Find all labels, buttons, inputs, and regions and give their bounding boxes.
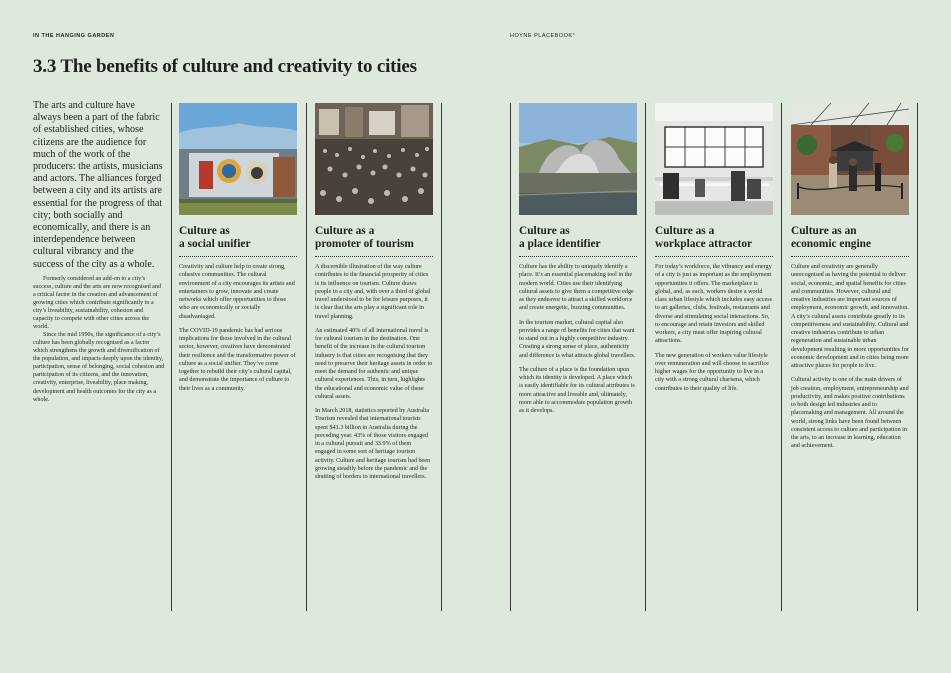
column-social-unifier	[179, 103, 297, 399]
dotted-rule	[791, 256, 909, 257]
column-paragraph: A discernible illustration of the way culture contributes to the financial prosperity of cities is its influence on tourism. Culture draws people to a city and, with over a third of global travel understood to be for leisure purposes, it is clear that the arts play a significant role in travel planning.	[315, 264, 431, 320]
column-heading: Culture as a place identifier	[519, 225, 601, 250]
intro-paragraph-2: Since the mid 1990s, the significance of a city’s culture has been globally recognised as a factor which strengthens the growth and diversification of the population, and impacts deeply upon the identity, participation, sense of belonging, social cohesion and participation of its citizens, and the innovation, creativity, enterprise, liveability, place making, development and health outcomes for the city as a whole.	[33, 332, 165, 403]
photo-museum-building	[519, 103, 637, 215]
column-paragraph: For today’s workforce, the vibrancy and energy of a city is just as important as the employment opportunities it offers. The marketplace is global, and, as such, workers desire a world class urban lifestyle which includes easy access to art galleries, clubs, festivals, restaurants and diverse and stimulating social interactions. So, to encourage and retain investors and skilled workers, a city must offer inspiring cultural attractions.	[655, 264, 772, 345]
photo-office-interior	[655, 103, 773, 215]
dotted-rule	[315, 256, 433, 257]
column-paragraph: An estimated 40% of all international travel is for cultural tourism in the destination. One benefit of the increase in the cultural tourism industry is that cities are recognising that they need to preserve their heritage assets in order to meet the demand for authentic and unique cultural experiences. This, in turn, highlights the educational and economic value of these cultural assets.	[315, 327, 433, 400]
column-tourism	[315, 103, 433, 487]
column-divider	[781, 103, 782, 611]
column-paragraph: In the tourism market, cultural capital also provides a range of benefits for cities that want to stand out in a highly competitive industry. Creating a strong sense of place, authenticity and difference is what attracts global travellers.	[519, 319, 636, 359]
photo-festival-crowd	[315, 103, 433, 215]
column-heading: Culture as a social unifier	[179, 225, 251, 250]
column-paragraph: Culture has the ability to uniquely identify a place. It’s an essential placemaking tool in the modern world. Cities use their identifying cultural assets to give them a competitive edge as they endeavor to attract a skilled workforce and create energetic, buzzing communities.	[519, 264, 634, 312]
page-title: 3.3 The benefits of culture and creativity to cities	[33, 56, 417, 77]
dotted-rule	[519, 256, 637, 257]
column-paragraph: Creativity and culture help to create strong, cohesive communities. The cultural environment of a city encourages its artists and entertainers to grow, innovate and create networks which offer opportunities to those who are economically or socially disadvantaged.	[179, 264, 295, 320]
column-place-identifier	[519, 103, 637, 421]
column-heading: Culture as a promoter of tourism	[315, 225, 414, 250]
running-header-right: HOYNE PLACEBOOK°	[510, 33, 576, 39]
column-paragraph: Cultural activity is one of the main drivers of job creation, employment, entrepreneurship and productivity, and makes positive contributions to both design led industries and to placemaking and management. All around the world, strong links have been found between consistent access to culture and participation in the arts, to an increase in learning, education and achievement.	[791, 377, 909, 450]
photo-courtyard-market	[791, 103, 909, 215]
column-paragraph: Culture and creativity are generally unrecognised as having the potential to deliver social, economic, and spatial benefits for cities and communities. However, cultural and creative industries are important sources of employment, economic growth, and innovation. A city’s cultural assets contribute greatly to its competitiveness and sustainability. Cultural and creative industries contribute to urban regeneration and sustainable urban development resulting in more opportunities for economic development and in cities being more attractive places for people to live.	[791, 264, 909, 369]
column-heading: Culture as an economic engine	[791, 225, 872, 250]
intro-body	[33, 275, 165, 404]
column-paragraph: The COVID-19 pandemic has had serious implications for those involved in the cultural sector, however, creatives have demonstrated their resilience and the transformative power of culture as a social unifier. They’ve come together to rebuild their city’s cultural capital, and demonstrate the importance of culture to their lives as a community.	[179, 327, 296, 392]
column-divider	[917, 103, 918, 611]
intro-paragraph-1: Formerly considered an add-on to a city’s success, culture and the arts are now recognised and a critical factor in the creation and advancement of growing cities which contribute significantly to a city’s liveability, sustainability, cohesion and capacity to compete with other cities across the world.	[33, 275, 162, 331]
column-heading: Culture as a workplace attractor	[655, 225, 753, 250]
column-divider	[171, 103, 172, 611]
running-header-left: IN THE HANGING GARDEN	[33, 33, 115, 39]
column-divider	[441, 103, 442, 611]
intro-section	[33, 100, 165, 404]
column-divider	[645, 103, 646, 611]
column-economic-engine	[791, 103, 909, 457]
intro-lead: The arts and culture have always been a part of the fabric of established cities, whose citizens are the audience for much of the work of the producers: the artists, musicians and actors. The alliances forged between a city and its artists are essential for the progress of that city; both socially and economically, and there is an interdependence between cultural vibrancy and the success of the city as a whole.	[33, 100, 163, 270]
dotted-rule	[179, 256, 297, 257]
column-workplace-attractor	[655, 103, 773, 399]
column-paragraph: The new generation of workers value lifestyle over remuneration and will choose to sacrifice higher wages for the opportunity to live in a city with a strong cultural charisma, which contributes to their quality of life.	[655, 352, 769, 392]
column-paragraph: In March 2018, statistics reported by Australia Tourism revealed that international tourists spent $41.3 billion in Australia during the preceding year. 43% of those visitors engaged in a cultural pursuit and 33.9% of them engaged in some sort of heritage tourism activity. Culture and heritage tourism had been growing steadily before the pandemic and the shutting of borders to international travellers.	[315, 408, 431, 480]
column-divider	[306, 103, 307, 611]
dotted-rule	[655, 256, 773, 257]
column-divider	[510, 103, 511, 611]
photo-mural-building	[179, 103, 297, 215]
column-paragraph: The culture of a place is the foundation upon which its identity is developed. A place which is easily identifiable for its cultural attributes is more attractive and liveable and, ultimately, more able to accommodate population growth as it develops.	[519, 366, 635, 414]
